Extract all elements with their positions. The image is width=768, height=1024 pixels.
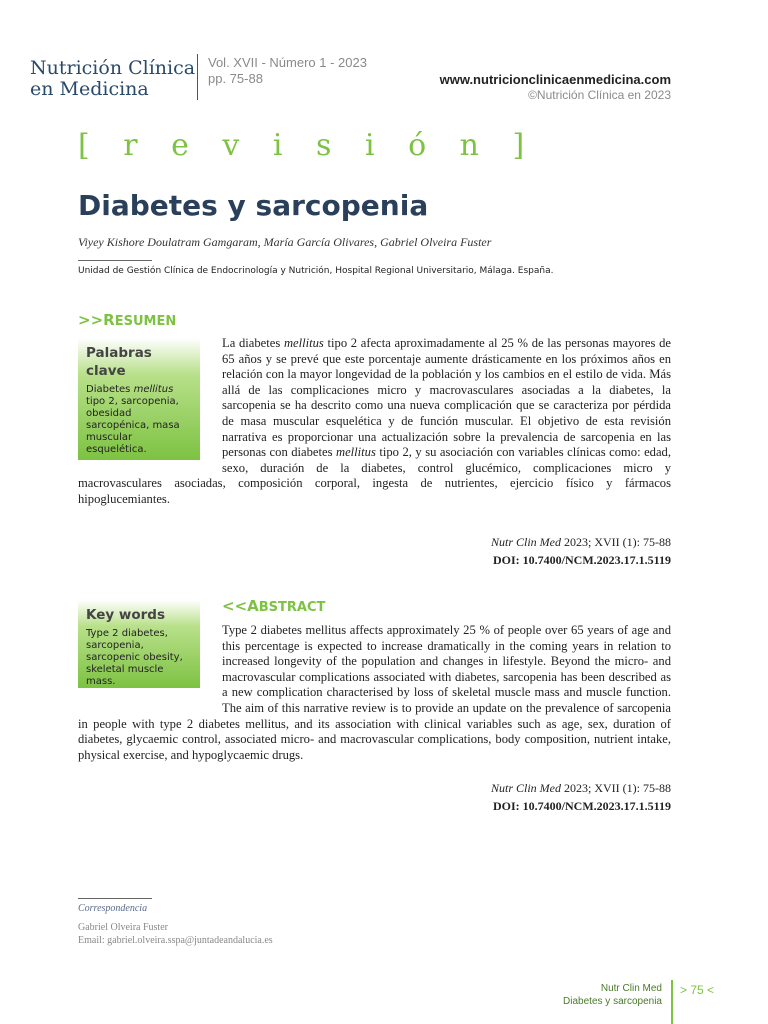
resumen-p3: tipo 2, y su asociación con variables clínicas como: edad, sexo, duración de la diabetes, control glucémico, complicaciones micro y macrovasculares asociadas, composición corporal, ingesta de nutrientes, ejercicio físico y fármacos hipoglucemiantes. <box>78 445 671 506</box>
copyright: ©Nutrición Clínica en 2023 <box>528 88 671 102</box>
website-link[interactable]: www.nutricionclinicaenmedicina.com <box>439 72 671 87</box>
resumen-heading-prefix: >> <box>78 311 104 329</box>
resumen-cite-journal: Nutr Clin Med <box>491 535 562 549</box>
abstract-doi[interactable]: DOI: 10.7400/NCM.2023.17.1.5119 <box>493 799 671 813</box>
correspondence-name: Gabriel Olveira Fuster <box>78 922 168 933</box>
page-number: > 75 < <box>680 983 715 997</box>
abstract-cite-rest: 2023; XVII (1): 75-88 <box>561 781 671 795</box>
header-divider <box>197 54 198 100</box>
abstract-cite-journal: Nutr Clin Med <box>491 781 562 795</box>
volume-info <box>208 55 367 87</box>
footer-short-title: Diabetes y sarcopenia <box>563 996 662 1007</box>
abstract-heading-prefix: << <box>222 597 248 615</box>
resumen-heading-rest: ESUMEN <box>114 314 177 329</box>
resumen-citation <box>491 535 671 550</box>
journal-name-line1: Nutrición Clínica <box>30 57 196 79</box>
correspondence-divider <box>78 898 152 899</box>
page-range: pp. 75-88 <box>208 71 263 86</box>
abstract-text <box>78 623 671 763</box>
key-words-title: Key words <box>86 607 165 623</box>
key-words-text: Type 2 diabetes, sarcopenia, sarcopenic obesity, skeletal muscle mass. <box>86 628 183 687</box>
resumen-cite-rest: 2023; XVII (1): 75-88 <box>561 535 671 549</box>
abstract-citation <box>491 781 671 796</box>
footer-divider <box>671 980 673 1024</box>
abstract-heading <box>222 597 325 615</box>
journal-name-line2: en Medicina <box>30 78 149 100</box>
footer-journal: Nutr Clin Med <box>600 983 662 994</box>
journal-name <box>30 58 195 100</box>
correspondence-heading: Correspondencia <box>78 903 148 914</box>
section-label: [ r e v i s i ó n ] <box>78 128 537 163</box>
abstract-heading-initial: A <box>247 597 259 615</box>
volume-number: Vol. XVII - Número 1 - 2023 <box>208 55 367 70</box>
authors: Viyey Kishore Doulatram Gamgaram, María García Olivares, Gabriel Olveira Fuster <box>78 235 492 249</box>
resumen-p1: La diabetes <box>222 336 284 350</box>
divider <box>78 260 152 261</box>
resumen-heading <box>78 311 176 329</box>
palabras-clave-title: Palabras clave <box>86 345 152 379</box>
resumen-text <box>78 336 671 508</box>
article-title: Diabetes y sarcopenia <box>78 189 429 222</box>
correspondence-email[interactable]: Email: gabriel.olveira.sspa@juntadeandalucia.es <box>78 935 273 946</box>
resumen-p2-italic: mellitus <box>336 445 376 460</box>
abstract-float-spacer <box>78 623 222 701</box>
abstract-body: Type 2 diabetes mellitus affects approximately 25 % of people over 65 years of age and this percentage is expected to increase dramatically in the coming years in relation to increased longevity of the population and changes in lifestyle. Beyond the micro- and macrovascular complications associated with diabetes, sarcopenia has been described as a new complication characterised by loss of skeletal muscle mass and muscle function. The aim of this narrative review is to provide an update on the prevalence of sarcopenia in people with type 2 diabetes mellitus, and its association with clinical variables such as age, sex, duration of diabetes, glycaemic control, associated micro- and macrovascular complications, body composition, nutrient intake, physical exercise, and hypoglycaemic drugs. <box>78 623 671 762</box>
affiliation: Unidad de Gestión Clínica de Endocrinología y Nutrición, Hospital Regional Universitario, Málaga. España. <box>78 266 554 276</box>
kw-part-b: tipo 2, sarcopenia, obesidad sarcopénica, masa muscular esquelética. <box>86 396 180 455</box>
resumen-p2: tipo 2 afecta aproximadamente al 25 % de las personas mayores de 65 años y se prevé que este porcentaje aumente drásticamente en los próximos años en relación con la mayor longevidad de la población y los cambios en el estilo de vida. Más allá de las complicaciones micro y macrovasculares asociadas a la diabetes, la sarcopenia se ha descrito como una nueva complicación que se caracteriza por pérdida de masa muscular esquelética y de función muscular. El objetivo de esta revisión narrativa es proporcionar una actualización sobre la prevalencia de sarcopenia en las personas con diabetes <box>222 336 671 460</box>
resumen-doi[interactable]: DOI: 10.7400/NCM.2023.17.1.5119 <box>493 553 671 567</box>
resumen-float-spacer <box>78 336 222 464</box>
kw-part-a: Diabetes <box>86 384 134 395</box>
kw-italic: mellitus <box>133 384 174 395</box>
abstract-heading-rest: BSTRACT <box>258 600 326 615</box>
resumen-heading-initial: R <box>103 311 115 329</box>
resumen-p1-italic: mellitus <box>283 336 324 350</box>
